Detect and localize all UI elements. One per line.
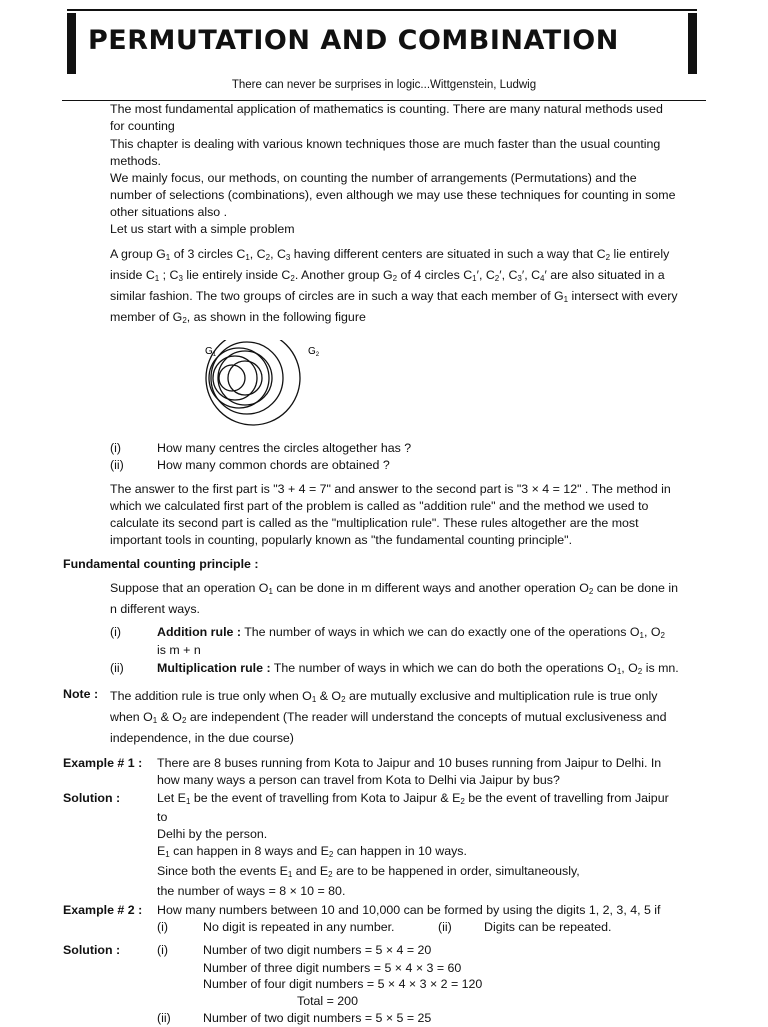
- answer-line: calculate its second part is called as the "multiplication rule". These rules altogether are the most: [110, 516, 639, 530]
- intro-line: Let us start with a simple problem: [110, 222, 295, 236]
- circles-figure: [195, 340, 335, 435]
- intro-line: other situations also .: [110, 205, 228, 219]
- header-top-rule: [67, 9, 697, 11]
- question-number: (ii): [110, 458, 124, 472]
- solution-line: $E_1$ can happen in 8 ways and $E_2$ can happen in 10 ways.: [157, 844, 467, 859]
- solution-label: Solution :: [63, 791, 121, 805]
- example-label: Example # 1 :: [63, 756, 143, 770]
- addition-rule-end: is m + n: [157, 643, 201, 657]
- solution-line: Since both the events $E_1$ and $E_2$ are to be happened in order, simultaneously,: [157, 864, 580, 879]
- fcp-intro: Suppose that an operation $O_1$ can be done in m different ways and another operation $O_2$ can be done in n different ways.: [110, 581, 679, 616]
- solution-line: Number of two digit numbers = 5 × 5 = 25: [203, 1011, 432, 1025]
- g1-label: $G_1$: [205, 346, 217, 358]
- page-title: PERMUTATION AND COMBINATION: [88, 25, 619, 56]
- note-label: Note :: [63, 687, 99, 701]
- solution-line: Number of three digit numbers = 5 × 4 × 3 = 60: [203, 961, 462, 975]
- example-question: how many ways a person can travel from Kota to Delhi via Jaipur by bus?: [157, 773, 560, 787]
- solution-line: Number of two digit numbers = 5 × 4 = 20: [203, 943, 432, 957]
- multiplication-rule: Multiplication rule : The number of ways in which we can do both the operations $O_1$, $O_2$ is mn.: [157, 661, 679, 676]
- example-label: Example # 2 :: [63, 903, 143, 917]
- solution-line: Let $E_1$ be the event of travelling from Kota to Jaipur & $E_2$ be the event of travelling from Jaipur: [157, 791, 669, 806]
- question-text: How many common chords are obtained ?: [157, 458, 390, 472]
- rule-number: (ii): [110, 661, 124, 675]
- part-number: (ii): [157, 1011, 171, 1025]
- circle-problem-paragraph: A group $G_1$ of 3 circles $C_1$, $C_2$, $C_3$ having different centers are situated in such a way that $C_2$ lie entirely inside $C_1$ ; $C_3$ lie entirely inside $C_2$. Another group $G_2$ of 4 circles $C_1'$, $C_2'$, $C_3'$, $C_4'$ are also situated in a similar fashion. The two groups of circles are in such a way that each member of $G_1$ intersect with every member of $G_2$, as shown in the following figure: [110, 247, 678, 325]
- intro-line: The most fundamental application of mathematics is counting. There are many natural methods used: [110, 102, 663, 116]
- header-right-bar: [688, 13, 697, 74]
- g1-circle-c3: [219, 365, 245, 391]
- solution-line: Number of four digit numbers = 5 × 4 × 3 × 2 = 120: [203, 977, 483, 991]
- option-text: Digits can be repeated.: [484, 920, 612, 934]
- solution-line: the number of ways = 8 × 10 = 80.: [157, 884, 346, 898]
- header-left-bar: [67, 13, 76, 74]
- g2-label: $G_2$: [308, 346, 320, 358]
- question-number: (i): [110, 441, 122, 455]
- example-question: There are 8 buses running from Kota to Jaipur and 10 buses running from Jaipur to Delhi. In: [157, 756, 662, 770]
- section-heading: Fundamental counting principle :: [63, 557, 259, 571]
- answer-line: important tools in counting, popularly known as "the fundamental counting principle".: [110, 533, 573, 547]
- intro-line: methods.: [110, 154, 161, 168]
- solution-line: Delhi by the person.: [157, 827, 268, 841]
- intro-line: number of selections (combinations), even although we may use these techniques for counting in some: [110, 188, 676, 202]
- part-number: (i): [157, 943, 169, 957]
- solution-line: to: [157, 810, 168, 824]
- intro-line: We mainly focus, our methods, on counting the number of arrangements (Permutations) and the: [110, 171, 637, 185]
- note-text: The addition rule is true only when $O_1$ & $O_2$ are mutually exclusive and multiplication rule is true only when $O_1$ & $O_2$ are independent (The reader will understand the concepts of mutual exclusiveness and independence, in the due course): [110, 689, 667, 745]
- question-text: How many centres the circles altogether has ?: [157, 441, 412, 455]
- example-question: How many numbers between 10 and 10,000 can be formed by using the digits 1, 2, 3, 4, 5 if: [157, 903, 661, 917]
- solution-total: Total = 200: [297, 994, 358, 1008]
- option-text: No digit is repeated in any number.: [203, 920, 395, 934]
- rule-number: (i): [110, 625, 122, 639]
- intro-line: This chapter is dealing with various known techniques those are much faster than the usual counting: [110, 137, 661, 151]
- option-number: (ii): [438, 920, 452, 934]
- solution-label: Solution :: [63, 943, 121, 957]
- answer-line: The answer to the first part is "3 + 4 = 7" and answer to the second part is "3 × 4 = 12" . The method in: [110, 482, 671, 496]
- option-number: (i): [157, 920, 169, 934]
- addition-rule: Addition rule : The number of ways in which we can do exactly one of the operations $O_1$, $O_2$: [157, 625, 665, 640]
- intro-line: for counting: [110, 119, 175, 133]
- epigraph-quote: There can never be surprises in logic...Wittgenstein, Ludwig: [231, 79, 537, 91]
- answer-line: which we calculated first part of the problem is called as "addition rule" and the method we used to: [110, 499, 649, 513]
